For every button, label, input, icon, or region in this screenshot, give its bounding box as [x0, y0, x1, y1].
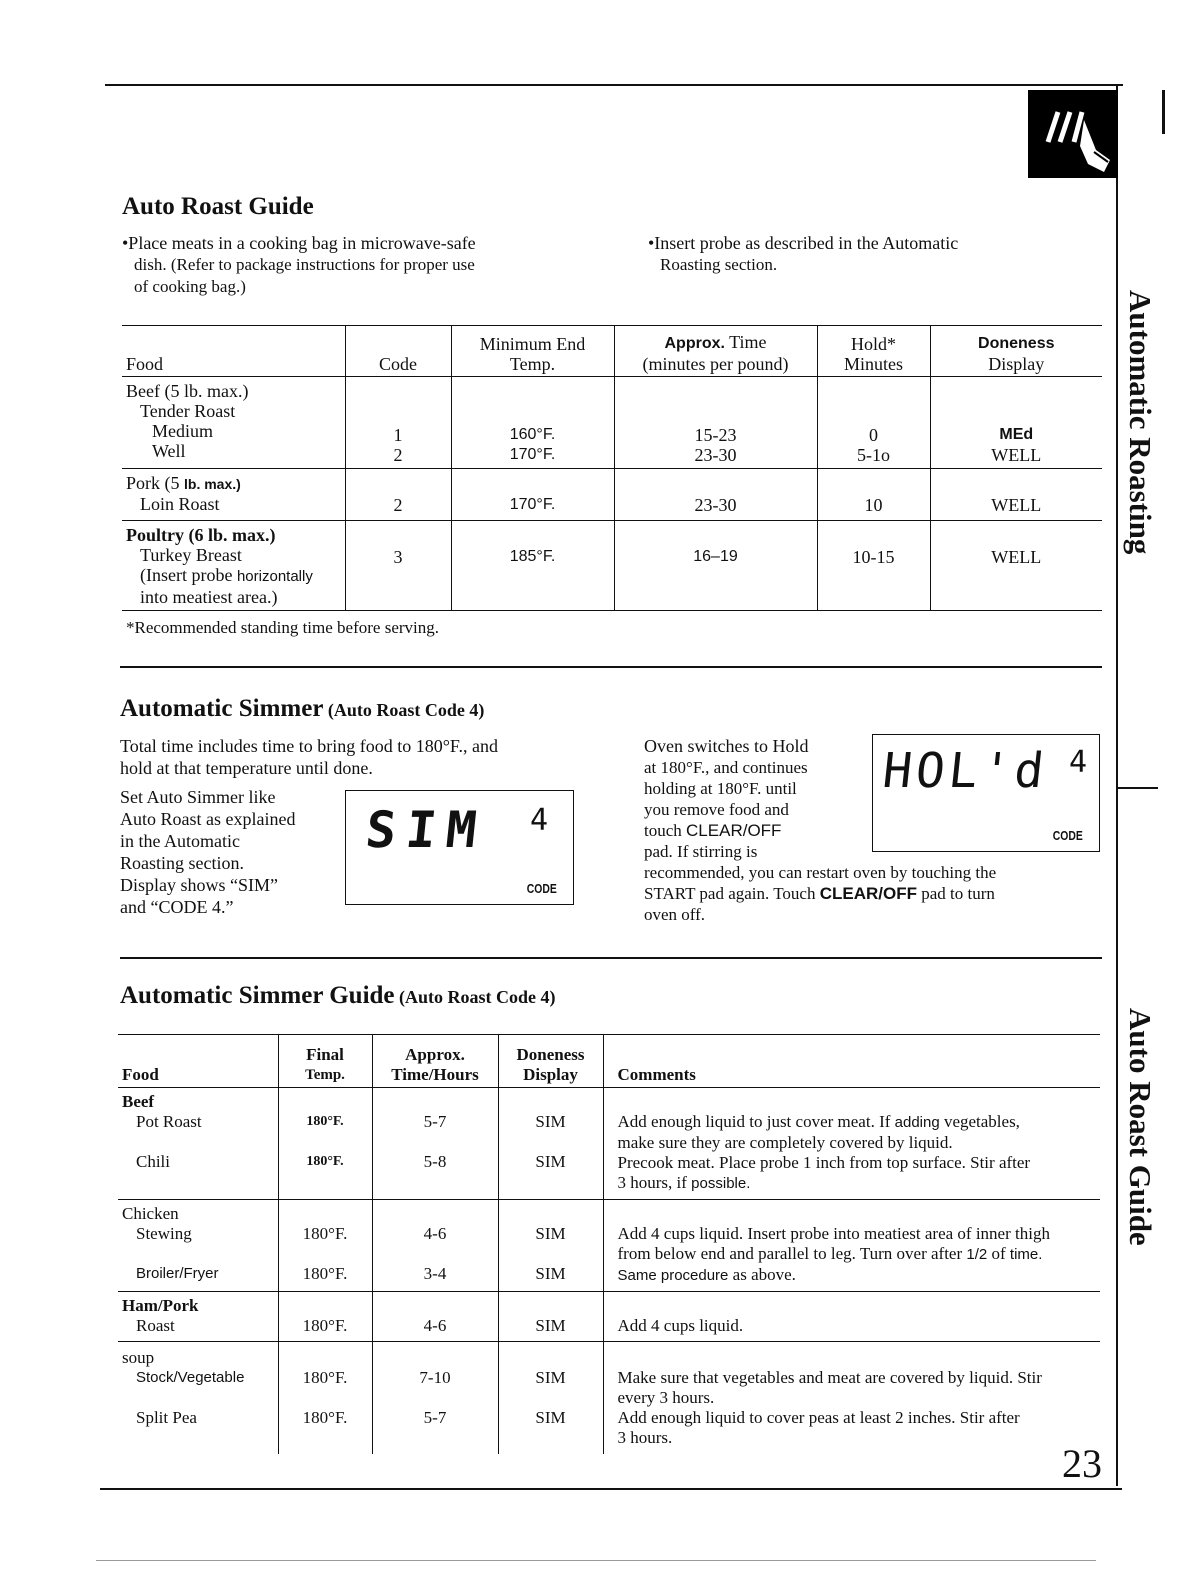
- display-hold-code4: [872, 734, 1100, 852]
- code-cell: 3: [345, 521, 451, 611]
- edge-rule: [1162, 90, 1165, 134]
- section-divider: [120, 666, 1102, 668]
- simmer-intro: Total time includes time to bring food to 180°F., and hold at that temperature until done.: [120, 736, 498, 778]
- simmer-hold-text: Oven switches to Hold at 180°F., and continues holding at 180°F. until you remove food and touch CLEAR/OFF pad. If stirring is recommended, you can restart oven by touching the START pad again. Touch CLEAR/OFF pad to turn oven off.: [644, 736, 997, 924]
- display-cell: SIM SIM: [498, 1342, 603, 1454]
- bottom-rule: [100, 1488, 1122, 1490]
- food-cell: Poultry (6 lb. max.) Turkey Breast (Insert probe horizontally into meatiest area.): [126, 525, 313, 607]
- time-cell: 23-30: [614, 469, 817, 521]
- food-cell: Ham/Pork Roast: [122, 1296, 199, 1335]
- section-title-auto-roast-guide: Auto Roast Guide: [122, 193, 314, 220]
- roast-footnote: *Recommended standing time before serving.: [126, 618, 439, 637]
- temp-cell: 170°F.: [451, 469, 614, 521]
- time-cell: 4-6: [372, 1292, 498, 1342]
- auto-roast-table: [122, 325, 1102, 611]
- bullet-text: dish. (Refer to package instructions for proper use: [134, 255, 475, 274]
- hold-cell: 0 5-1o: [817, 377, 930, 469]
- table-row: [118, 1292, 1100, 1342]
- hold-cell: 10-15: [817, 521, 930, 611]
- section-divider: [120, 957, 1102, 959]
- brand-logo: [1028, 90, 1118, 178]
- lcd-text: SIM: [362, 801, 490, 859]
- sidebar-tab-auto-roast-guide: Auto Roast Guide: [1123, 1008, 1158, 1246]
- header-min-temp: Minimum End Temp.: [451, 326, 614, 377]
- temp-cell: 180°F. 180°F.: [278, 1342, 372, 1454]
- table-header-row: [122, 326, 1102, 377]
- food-cell: soup Stock/Vegetable Split Pea: [122, 1348, 245, 1427]
- food-cell: Beef Pot Roast Chili: [122, 1092, 202, 1171]
- temp-cell: 180°F. 180°F.: [278, 1088, 372, 1200]
- comments-cell: Add 4 cups liquid. Insert probe into meatiest area of inner thigh from below end and parallel to leg. Turn over after 1/2 of time. Same procedure as above.: [603, 1200, 1100, 1292]
- time-cell: 7-10 5-7: [372, 1342, 498, 1454]
- sidebar-rule: [1116, 86, 1118, 1486]
- table-header-row: [118, 1035, 1100, 1088]
- table-row: [122, 521, 1102, 611]
- lcd-code-label: CODE: [527, 881, 558, 896]
- table-row: [118, 1342, 1100, 1454]
- temp-cell: 180°F. 180°F.: [278, 1200, 372, 1292]
- display-cell: MEd WELL: [930, 377, 1102, 469]
- display-cell: SIM: [498, 1292, 603, 1342]
- code-cell: 1 2: [345, 377, 451, 469]
- header-comments: Comments: [603, 1035, 1100, 1088]
- header-food: Food: [122, 326, 345, 377]
- header-approx-time: Approx. Time (minutes per pound): [614, 326, 817, 377]
- header-doneness: Doneness Display: [930, 326, 1102, 377]
- lcd-digit: 4: [1069, 745, 1088, 780]
- hold-cell: 10: [817, 469, 930, 521]
- top-rule: [105, 84, 1123, 86]
- food-cell: Pork (5 lb. max.) Loin Roast: [126, 473, 241, 514]
- header-doneness: Doneness Display: [498, 1035, 603, 1088]
- bullet-text: •Insert probe as described in the Automatic: [648, 233, 959, 253]
- food-cell: Beef (5 lb. max.) Tender Roast Medium Well: [126, 381, 249, 461]
- temp-cell: 160°F. 170°F.: [451, 377, 614, 469]
- header-code: Code: [345, 326, 451, 377]
- time-cell: 5-7 5-8: [372, 1088, 498, 1200]
- bullet-text: Roasting section.: [660, 255, 778, 274]
- temp-cell: 180°F.: [278, 1292, 372, 1342]
- header-final-temp: Final Temp.: [278, 1035, 372, 1088]
- bullet-text: •Place meats in a cooking bag in microwave-safe: [122, 233, 476, 253]
- header-hold: Hold* Minutes: [817, 326, 930, 377]
- code-cell: 2: [345, 469, 451, 521]
- roast-bullet-right: [648, 232, 1088, 276]
- sidebar-tab-divider: [1118, 787, 1158, 789]
- display-cell: WELL: [930, 469, 1102, 521]
- section-title-simmer-guide: Automatic Simmer Guide (Auto Roast Code 4): [120, 982, 556, 1009]
- table-row: [122, 377, 1102, 469]
- lcd-digit: 4: [530, 803, 549, 838]
- lcd-text: HOL'd: [880, 743, 1051, 799]
- faint-footer-rule: [96, 1560, 1096, 1561]
- food-cell: Chicken Stewing Broiler/Fryer: [122, 1204, 219, 1282]
- comments-cell: Add 4 cups liquid.: [603, 1292, 1100, 1342]
- sidebar-tab-automatic-roasting: Automatic Roasting: [1123, 290, 1158, 555]
- temp-cell: 185°F.: [451, 521, 614, 611]
- display-cell: WELL: [930, 521, 1102, 611]
- section-title-automatic-simmer: Automatic Simmer (Auto Roast Code 4): [120, 695, 485, 722]
- lcd-code-label: CODE: [1053, 828, 1084, 843]
- time-cell: 4-6 3-4: [372, 1200, 498, 1292]
- hand-pointer-icon: [1028, 90, 1118, 178]
- page-number: 23: [1062, 1441, 1102, 1486]
- bullet-text: of cooking bag.): [134, 277, 246, 296]
- roast-bullet-left: [122, 232, 602, 298]
- simmer-instructions: Set Auto Simmer like Auto Roast as explained in the Automatic Roasting section. Display shows “SIM” and “CODE 4.”: [120, 787, 296, 917]
- display-cell: SIM SIM: [498, 1088, 603, 1200]
- display-cell: SIM SIM: [498, 1200, 603, 1292]
- table-row: [118, 1200, 1100, 1292]
- table-row: [118, 1088, 1100, 1200]
- time-cell: 16–19: [614, 521, 817, 611]
- time-cell: 15-23 23-30: [614, 377, 817, 469]
- header-food: Food: [118, 1035, 278, 1088]
- display-sim-code4: [345, 790, 574, 905]
- simmer-guide-table: [118, 1034, 1100, 1454]
- comments-cell: Add enough liquid to just cover meat. If adding vegetables, make sure they are completely covered by liquid. Precook meat. Place probe 1 inch from top surface. Stir after 3 hours, if possible.: [603, 1088, 1100, 1200]
- table-row: [122, 469, 1102, 521]
- header-approx-time: Approx. Time/Hours: [372, 1035, 498, 1088]
- comments-cell: Make sure that vegetables and meat are covered by liquid. Stir every 3 hours. Add enough liquid to cover peas at least 2 inches. Stir after 3 hours.: [603, 1342, 1100, 1454]
